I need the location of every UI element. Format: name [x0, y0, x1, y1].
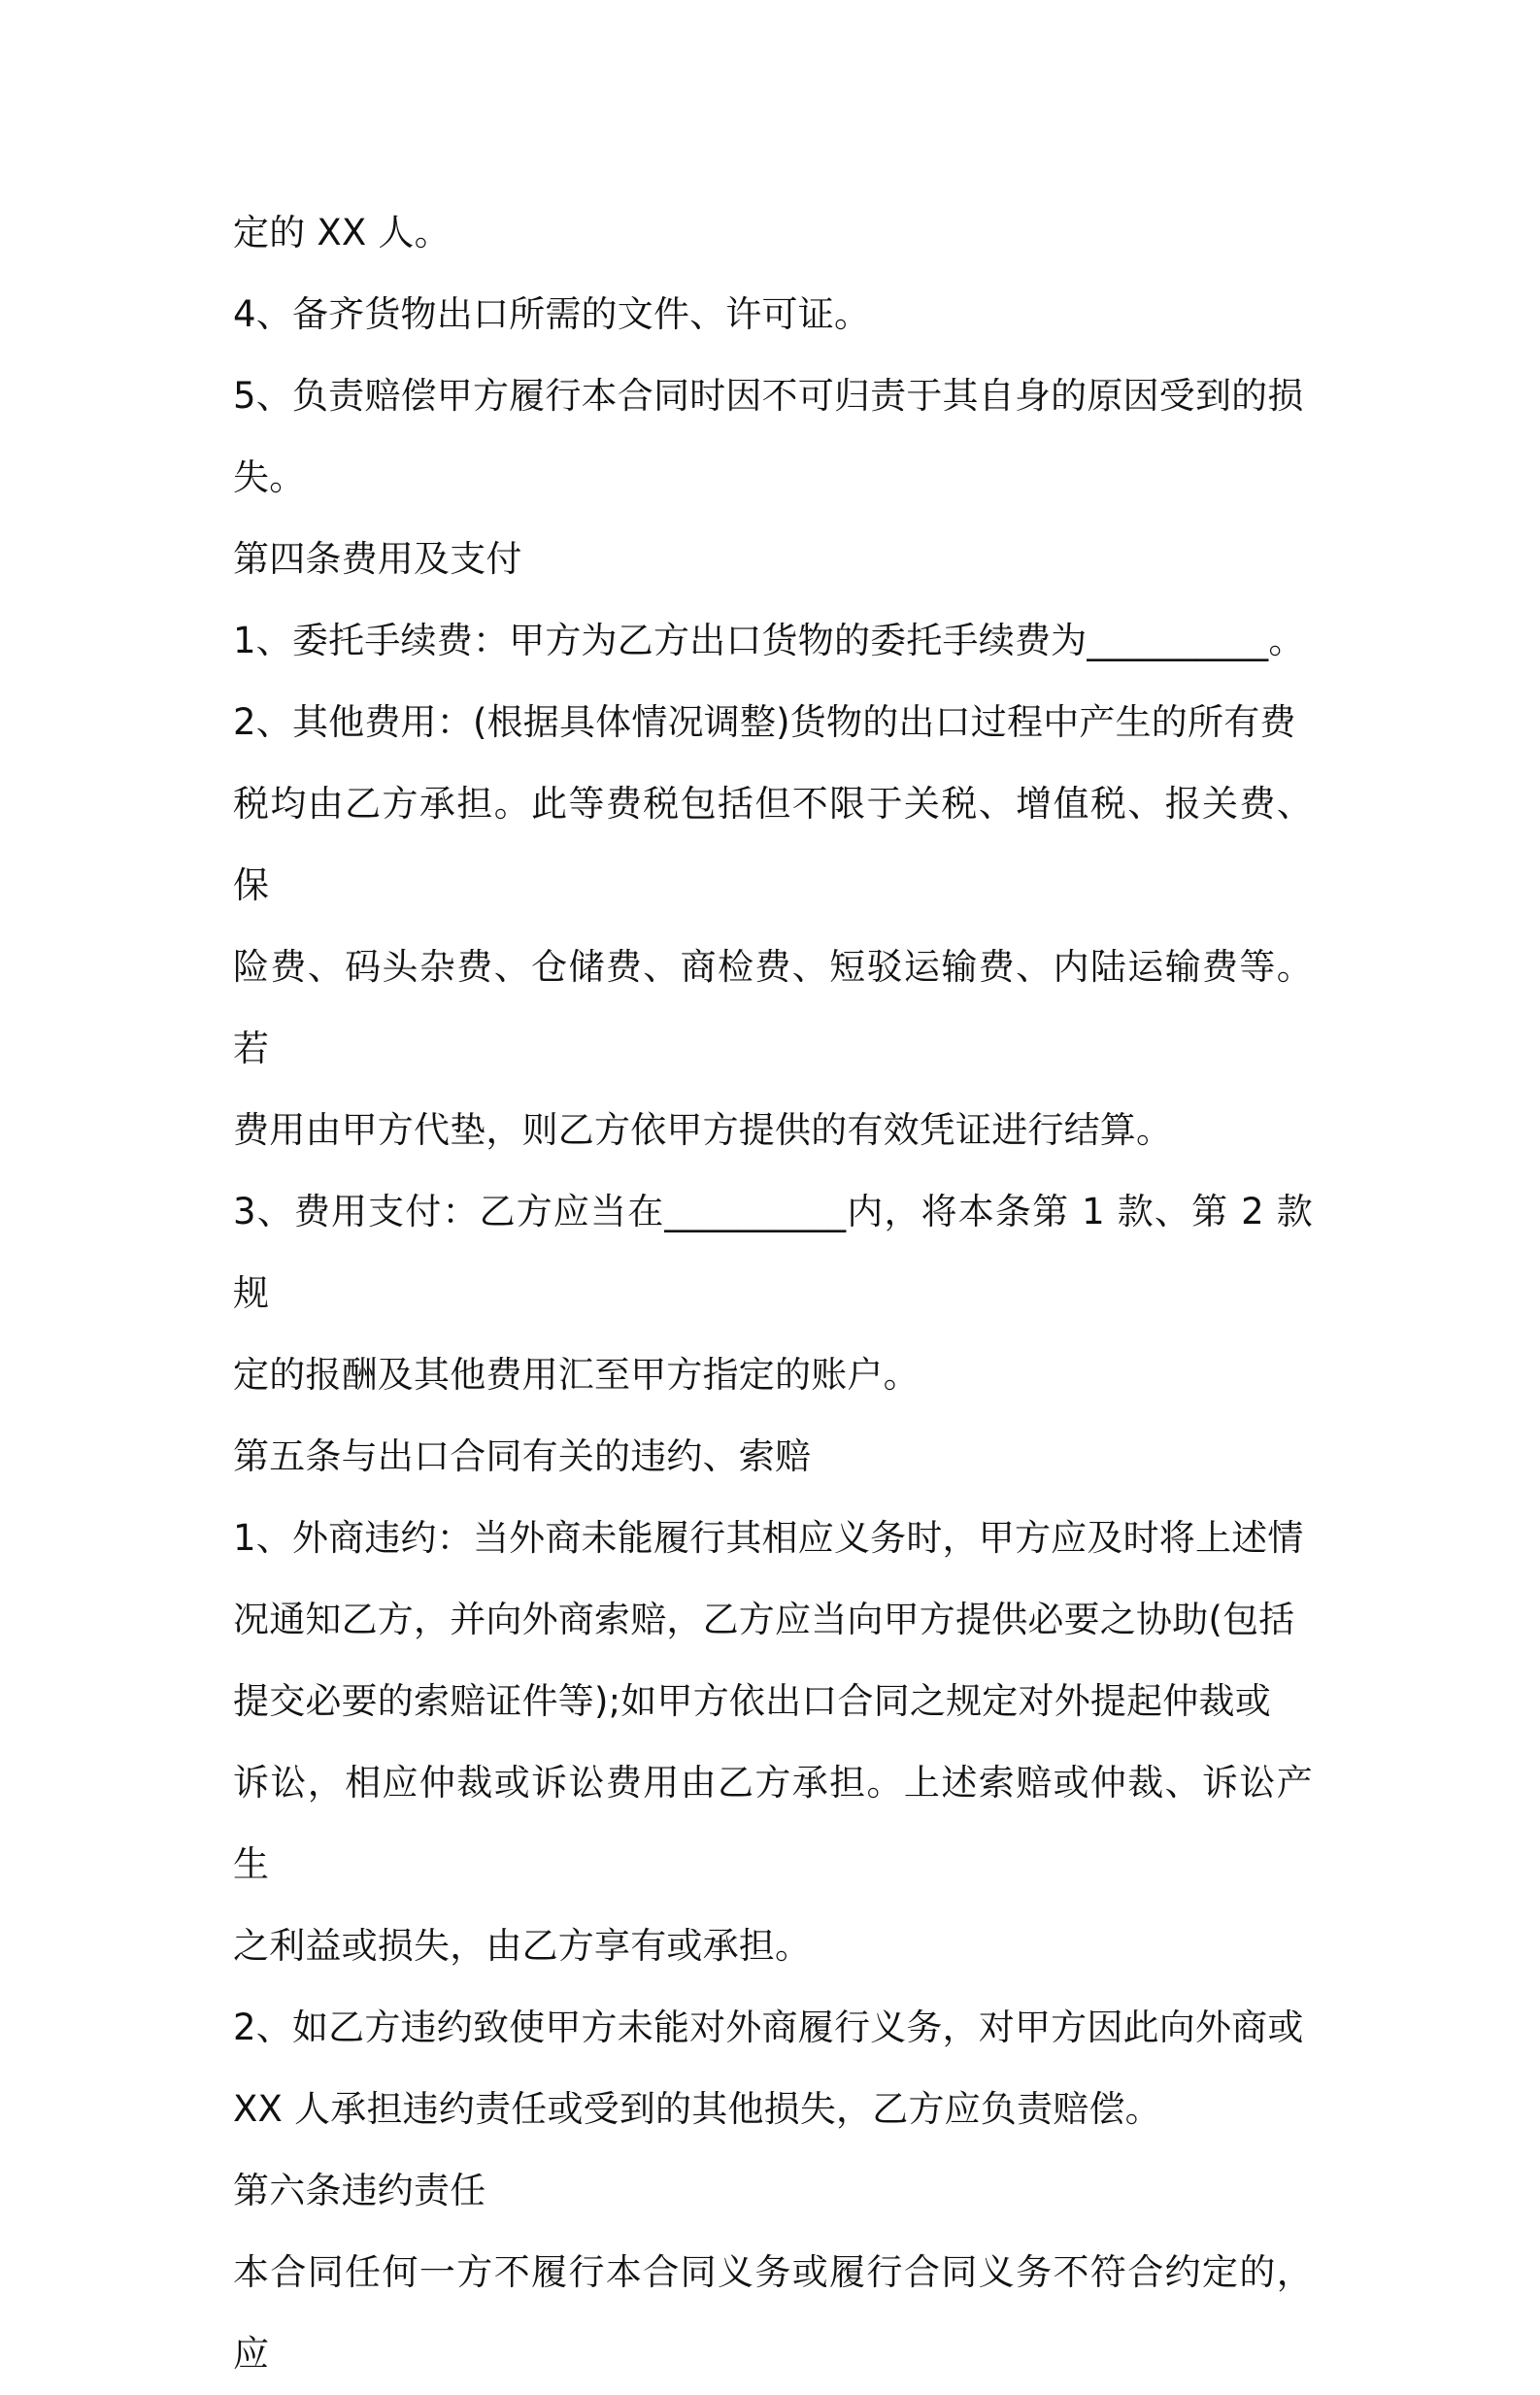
heading-text: 第六条违约责任: [233, 2170, 486, 2211]
paragraph-commission-fee: [233, 600, 1313, 682]
paragraph-other-fees: [233, 682, 1313, 1171]
paragraph-continuation: [233, 192, 1313, 274]
text-line: 税均由乙方承担。此等费税包括但不限于关税、增值税、报关费、保: [233, 783, 1313, 906]
text-line: XX 人承担违约责任或受到的其他损失，乙方应负责赔偿。: [233, 2088, 1161, 2130]
heading-text: 第五条与出口合同有关的违约、索赔: [233, 1435, 812, 1477]
text-line: 4、备齐货物出口所需的文件、许可证。: [233, 293, 871, 335]
text-line: 3、费用支付：乙方应当在__________内，将本条第 1 款、第 2 款规: [233, 1191, 1313, 1314]
text-line: 5、负责赔偿甲方履行本合同时因不可归责于其自身的原因受到的损: [233, 375, 1304, 417]
paragraph-party-b-breach: [233, 1987, 1313, 2150]
text-line: 诉讼，相应仲裁或诉讼费用由乙方承担。上述索赔或仲裁、诉讼产生: [233, 1762, 1313, 1885]
text-line: 险费、码头杂费、仓储费、商检费、短驳运输费、内陆运输费等。若: [233, 946, 1313, 1069]
text-line: 本合同任何一方不履行本合同义务或履行合同义务不符合约定的，应: [233, 2251, 1313, 2375]
article-4-heading: [233, 519, 1313, 600]
text-line: 提交必要的索赔证件等);如甲方依出口合同之规定对外提起仲裁或: [233, 1680, 1271, 1722]
heading-text: 第四条费用及支付: [233, 538, 522, 580]
text-line: 况通知乙方，并向外商索赔，乙方应当向甲方提供必要之协助(包括: [233, 1599, 1295, 1640]
text-line: 定的报酬及其他费用汇至甲方指定的账户。: [233, 1354, 920, 1396]
text-line: 之利益或损失，由乙方享有或承担。: [233, 1925, 812, 1967]
paragraph-item-4: [233, 274, 1313, 355]
document-body: [233, 192, 1313, 2395]
article-5-heading: [233, 1416, 1313, 1498]
text-line: 1、外商违约：当外商未能履行其相应义务时，甲方应及时将上述情: [233, 1517, 1304, 1559]
text-line: 1、委托手续费：甲方为乙方出口货物的委托手续费为__________。: [233, 620, 1305, 661]
text-line: 2、其他费用：(根据具体情况调整)货物的出口过程中产生的所有费: [233, 701, 1296, 743]
text-line: 失。: [233, 456, 306, 498]
article-6-heading: [233, 2150, 1313, 2232]
paragraph-foreign-breach: [233, 1498, 1313, 1987]
paragraph-fee-payment: [233, 1171, 1313, 1416]
text-line: 费用由甲方代垫，则乙方依甲方提供的有效凭证进行结算。: [233, 1109, 1173, 1151]
text-line: 定的 XX 人。: [233, 212, 451, 253]
paragraph-liability: [233, 2232, 1313, 2395]
text-line: 2、如乙方违约致使甲方未能对外商履行义务，对甲方因此向外商或: [233, 2007, 1304, 2048]
paragraph-item-5: [233, 355, 1313, 519]
